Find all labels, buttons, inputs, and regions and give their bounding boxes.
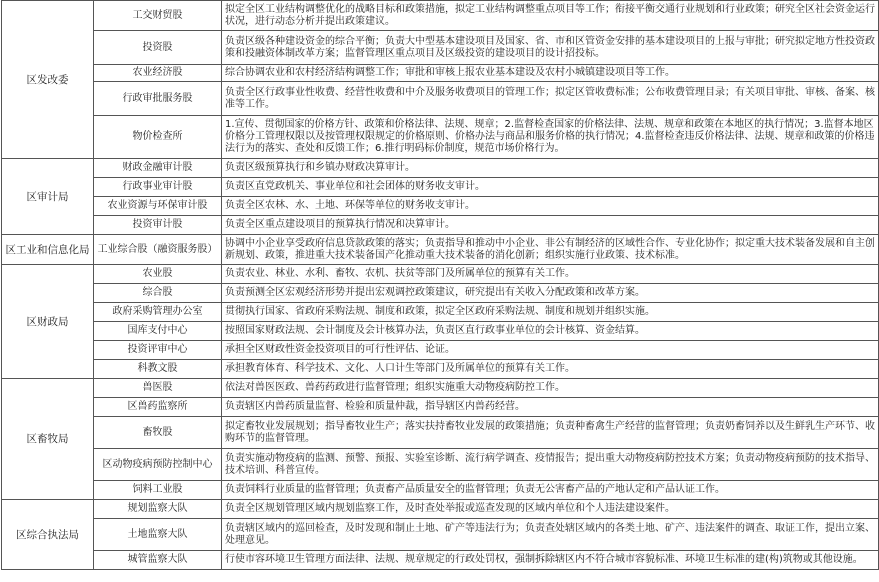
section-name: 政府采购管理办公室 [94, 303, 222, 322]
section-name: 兽医股 [94, 379, 222, 398]
section-name: 畜牧股 [94, 417, 222, 449]
table-row [2, 178, 879, 197]
table-row [2, 235, 879, 265]
bureau-name: 区审计局 [2, 159, 94, 235]
table-row [2, 322, 879, 341]
table-row [2, 500, 879, 519]
section-name: 投资股 [94, 31, 222, 65]
table-row [2, 82, 879, 116]
section-name: 国库支付中心 [94, 322, 222, 341]
section-duty: 负责实施动物疫病的监测、预警、预报、实验室诊断、流行病学调查、疫情报告；提出重大动物疫病防控技术方案；负责动物疫病预防的技术指导、技术培训、科普宣传。 [222, 449, 879, 481]
section-duty: 行使市容环境卫生管理方面法律、法规、规章规定的行政处罚权，强制拆除辖区内不符合城市容貌标准、环境卫生标准的建(构)筑物或其他设施。 [222, 551, 879, 570]
bureau-name: 区畜牧局 [2, 379, 94, 500]
section-name: 规划监察大队 [94, 500, 222, 519]
section-name: 行政审批服务股 [94, 82, 222, 116]
section-duty: 承担全区财政性资金投资项目的可行性评估、论证。 [222, 341, 879, 360]
bureau-name: 区发改委 [2, 1, 94, 159]
table-row [2, 159, 879, 178]
section-duty: 按照国家财政法规、会计制度及会计核算办法，负责区直行政事业单位的会计核算、资金结算。 [222, 322, 879, 341]
section-name: 科教文股 [94, 360, 222, 379]
section-duty: 负责全区重点建设项目的预算执行情况和决算审计。 [222, 216, 879, 235]
table-row [2, 265, 879, 284]
section-duty: 负责全区规划管理区域内规划监察工作，及时查处举报或巡查发现的区域内单位和个人违法建设案件。 [222, 500, 879, 519]
section-duty: 负责区直党政机关、事业单位和社会团体的财务收支审计。 [222, 178, 879, 197]
table-row [2, 116, 879, 159]
duty-table [1, 0, 879, 570]
section-name: 投资评审中心 [94, 341, 222, 360]
section-name: 农业资源与环保审计股 [94, 197, 222, 216]
table-row [2, 379, 879, 398]
section-duty: 负责区级各种建设资金的综合平衡；负责大中型基本建设项目及国家、省、市和区管资金安排的基本建设项目的上报与审批；研究拟定地方性投资政策和投融资体制改革方案；监督管理区重点项目及区级投资的建设项目的设计招投标。 [222, 31, 879, 65]
section-duty: 承担教育体育、科学技术、文化、人口计生等部门及所属单位的预算有关工作。 [222, 360, 879, 379]
table-row [2, 284, 879, 303]
section-name: 财政金融审计股 [94, 159, 222, 178]
bureau-name: 区财政局 [2, 265, 94, 379]
section-duty: 1.宣传、贯彻国家的价格方针、政策和价格法律、法规、规章；2.监督检查国家的价格法律、法规、规章和政策在本地区的执行情况；3.监督本地区价格分工管理权限以及按管理权限规定的价格原则、价格办法与商品和服务价格的执行情况；4.监督检查违反价格法律、法规、规章和政策的价格违法行为的落实、查处和反馈工作；6.推行明码标价制度，规范市场价格行为。 [222, 116, 879, 159]
table-row [2, 216, 879, 235]
section-duty: 负责辖区域内的巡回检查，及时发现和制止土地、矿产等违法行为；负责查处辖区域内的各类土地、矿产、违法案件的调查、取证工作，提出立案、处理意见。 [222, 519, 879, 551]
table-row [2, 449, 879, 481]
section-duty: 负责预测全区宏观经济形势并提出宏观调控政策建议，研究提出有关收入分配政策和改革方案。 [222, 284, 879, 303]
section-name: 工业综合股（融资服务股） [94, 235, 222, 265]
section-name: 区动物疫病预防控制中心 [94, 449, 222, 481]
section-name: 饲料工业股 [94, 481, 222, 500]
table-row [2, 417, 879, 449]
section-name: 城管监察大队 [94, 551, 222, 570]
table-row [2, 398, 879, 417]
section-name: 土地监察大队 [94, 519, 222, 551]
section-duty: 贯彻执行国家、省政府采购法规、制度和政策，拟定全区政府采购法规、制度和规划并组织实施。 [222, 303, 879, 322]
section-duty: 负责全区农林、水、土地、环保等单位的财务收支审计。 [222, 197, 879, 216]
table-row [2, 1, 879, 31]
bureau-name: 区综合执法局 [2, 500, 94, 570]
table-row [2, 303, 879, 322]
section-duty: 负责区级预算执行和乡镇办财政决算审计。 [222, 159, 879, 178]
section-name: 区兽药监察所 [94, 398, 222, 417]
table-row [2, 481, 879, 500]
section-duty: 协调中小企业享受政府信息贷款政策的落实；负责指导和推动中小企业、非公有制经济的区域性合作、专业化协作；拟定重大技术装备发展和自主创新规划、政策，推进重大技术装备国产化推动重大技术装备的消化创新；组织实施行业政策、技术标准。 [222, 235, 879, 265]
section-name: 行政事业审计股 [94, 178, 222, 197]
table-row [2, 197, 879, 216]
section-duty: 拟定全区工业结构调整优化的战略目标和政策措施，拟定工业结构调整重点项目等工作；衔接平衡交通行业规划和行业政策；研究全区社会资金运行状况，进行动态分析并提出政策建议。 [222, 1, 879, 31]
section-name: 农业股 [94, 265, 222, 284]
section-name: 投资审计股 [94, 216, 222, 235]
bureau-name: 区工业和信息化局 [2, 235, 94, 265]
section-name: 农业经济股 [94, 65, 222, 82]
section-duty: 依法对兽医医政、兽药药政进行监督管理；组织实施重大动物疫病防控工作。 [222, 379, 879, 398]
section-name: 综合股 [94, 284, 222, 303]
table-row [2, 519, 879, 551]
section-duty: 负责饲料行业质量的监督管理；负责畜产品质量安全的监督管理；负责无公害畜产品的产地认定和产品认证工作。 [222, 481, 879, 500]
table-row [2, 360, 879, 379]
section-duty: 综合协调农业和农村经济结构调整工作；审批和审核上报农业基本建设及农村小城镇建设项目等工作。 [222, 65, 879, 82]
section-name: 工交财贸股 [94, 1, 222, 31]
section-duty: 负责全区行政事业性收费、经营性收费和中介及服务收费项目的管理工作；拟定区管收费标准；公布收费管理目录；有关项目审批、审核、备案、核准等工作。 [222, 82, 879, 116]
table-row [2, 31, 879, 65]
section-duty: 负责农业、林业、水利、畜牧、农机、扶贫等部门及所属单位的预算有关工作。 [222, 265, 879, 284]
section-name: 物价检查所 [94, 116, 222, 159]
section-duty: 拟定畜牧业发展规划；指导畜牧业生产；落实扶持畜牧业发展的政策措施；负责种畜禽生产经营的监督管理；负责奶畜饲养以及生鲜乳生产环节、收购环节的监督管理。 [222, 417, 879, 449]
table-row [2, 65, 879, 82]
table-row [2, 551, 879, 570]
table-row [2, 341, 879, 360]
section-duty: 负责辖区内兽药质量监督、检验和质量仲裁，指导辖区内兽药经营。 [222, 398, 879, 417]
